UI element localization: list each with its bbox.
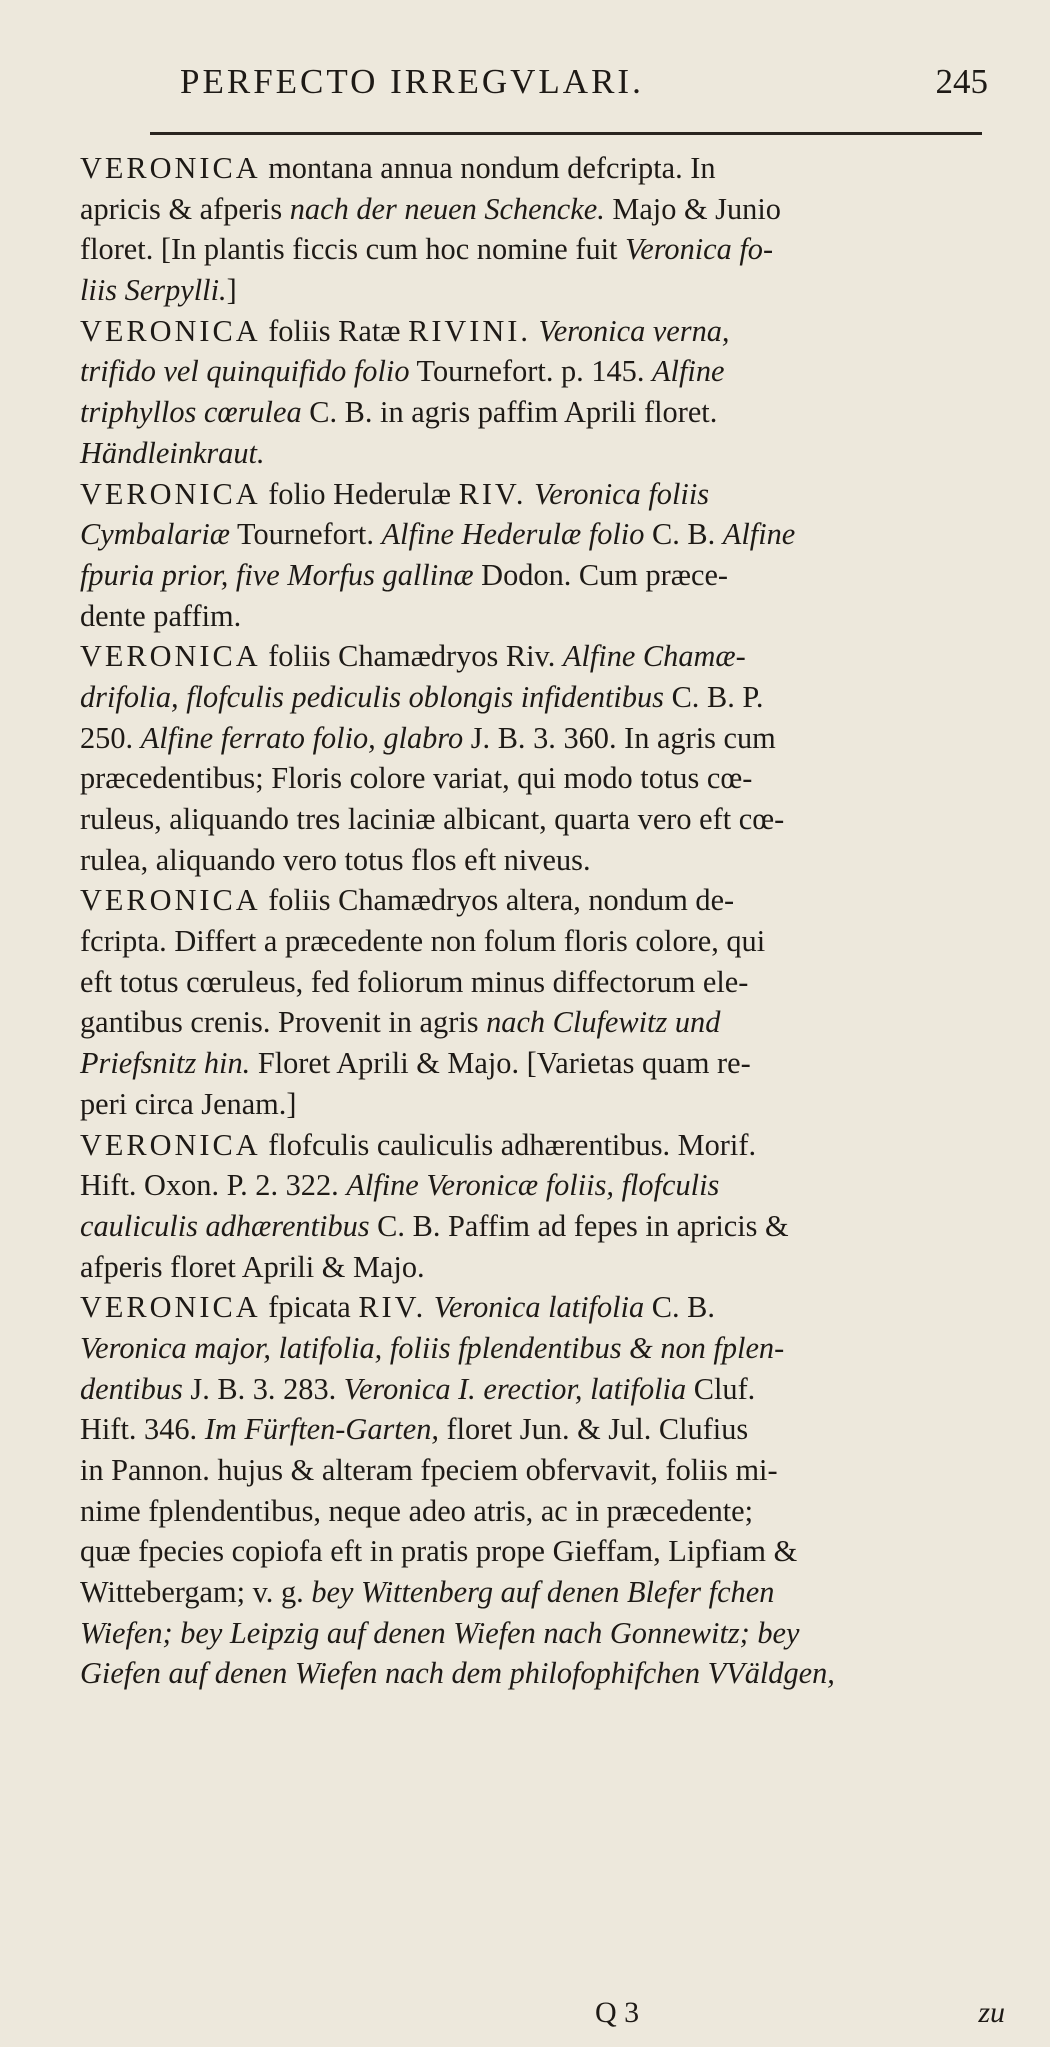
italic-run: fpuria prior, five Morfus gallinæ — [80, 557, 474, 592]
text-line — [80, 1287, 1010, 1328]
body-text — [80, 148, 1015, 1694]
text-line — [80, 189, 1010, 230]
text-line — [80, 718, 1010, 759]
italic-run: Alfine Veronicæ foliis, flofculis — [346, 1168, 720, 1203]
text-line — [80, 636, 1010, 677]
text-line — [80, 351, 1010, 392]
text-run: Cluf. — [686, 1371, 756, 1406]
text-line — [80, 270, 1010, 311]
catchword: zu — [978, 1996, 1005, 2029]
text-run: Hift. Oxon. P. 2. 322. — [80, 1168, 347, 1203]
italic-run: Giefen auf denen Wiefen nach dem philofophifchen VVäldgen, — [80, 1656, 835, 1691]
italic-run: Alfine — [652, 354, 725, 389]
text-line — [80, 148, 1010, 189]
text-run: eft totus cœruleus, fed foliorum minus diffectorum ele- — [80, 964, 749, 999]
text-line — [80, 677, 1010, 718]
text-run: peri circa Jenam.] — [80, 1086, 297, 1121]
entry-headword: RIVINI. — [408, 313, 531, 348]
italic-run: dentibus — [80, 1371, 183, 1406]
italic-run: Priefsnitz hin. — [80, 1046, 251, 1081]
italic-run: Alfine — [722, 517, 796, 552]
italic-run: Händleinkraut. — [80, 435, 265, 470]
text-line — [80, 1409, 1010, 1450]
text-run: C. B. — [644, 517, 723, 552]
italic-run: Veronica fo- — [625, 232, 774, 267]
text-line — [80, 229, 1010, 270]
text-line — [80, 596, 1010, 637]
text-line — [80, 1613, 1010, 1654]
text-run: foliis Ratæ — [260, 313, 409, 348]
text-line — [80, 1531, 1010, 1572]
header-rule — [150, 132, 982, 135]
italic-run: Veronica major, latifolia, foliis fplendentibus & non fplen- — [80, 1330, 785, 1365]
italic-run: drifolia, flofculis pediculis oblongis infidentibus — [80, 679, 664, 714]
signature-mark: Q 3 — [595, 1996, 640, 2029]
text-line — [80, 880, 1010, 921]
running-head: PERFECTO IRREGVLARI. — [180, 62, 644, 101]
italic-run: triphyllos cœrulea — [80, 395, 302, 430]
text-line — [80, 555, 1010, 596]
italic-run: Im Fürften-Garten, — [204, 1412, 439, 1447]
text-line — [80, 1572, 1010, 1613]
text-run: flofculis cauliculis adhærentibus. Morif. — [260, 1127, 757, 1162]
text-run: fpicata — [260, 1290, 359, 1325]
italic-run: Veronica I. erectior, latifolia — [343, 1371, 687, 1406]
text-line — [80, 758, 1010, 799]
text-run: Wittebergam; v. g. — [80, 1575, 312, 1610]
text-line — [80, 1653, 1010, 1694]
text-line — [80, 1206, 1010, 1247]
italic-run: Veronica verna, — [530, 313, 730, 348]
entry-headword: VERONICA — [80, 639, 261, 674]
text-run: Floret Aprili & Majo. [Varietas quam re- — [250, 1046, 751, 1081]
text-line — [80, 1369, 1010, 1410]
text-run: gantibus crenis. Provenit in agris — [80, 1005, 487, 1040]
text-run: ruleus, aliquando tres laciniæ albicant, quarta vero eft cœ- — [80, 802, 785, 836]
text-run: apricis & afperis — [80, 191, 290, 226]
italic-run: Alfine ferrato folio, glabro — [140, 720, 464, 755]
italic-run: Veronica foliis — [526, 476, 710, 511]
text-run: montana annua nondum defcripta. In — [260, 151, 716, 185]
text-run: Dodon. Cum præce- — [473, 557, 729, 592]
text-run: Tournefort. — [230, 517, 382, 552]
entry-headword: VERONICA — [80, 883, 261, 918]
text-run: afperis floret Aprili & Majo. — [80, 1249, 425, 1284]
entry-headword: RIV. — [358, 1290, 427, 1325]
page-number: 245 — [935, 62, 988, 101]
text-run: foliis Chamædryos Riv. — [260, 639, 563, 674]
text-run: J. B. 3. 283. — [182, 1371, 344, 1406]
italic-run: trifido vel quinquifido folio — [80, 354, 410, 389]
entry-headword: RIV. — [458, 476, 527, 511]
text-run: fcripta. Differt a præcedente non folum floris colore, qui — [80, 924, 766, 959]
text-run: in Pannon. hujus & alteram fpeciem obfervavit, foliis mi- — [80, 1453, 778, 1487]
italic-run: Alfine Chamæ- — [562, 639, 746, 674]
italic-run: Alfine Hederulæ folio — [381, 517, 645, 552]
text-line — [80, 474, 1010, 515]
entry-headword: VERONICA — [80, 1127, 261, 1162]
text-run: Tournefort. p. 145. — [409, 354, 653, 389]
entry-headword: VERONICA — [80, 476, 261, 511]
text-line — [80, 392, 1010, 433]
text-run: dente paffim. — [80, 598, 242, 633]
text-run: foliis Chamædryos altera, nondum de- — [260, 883, 735, 918]
text-line — [80, 1328, 1010, 1369]
text-run: 250. — [80, 720, 141, 755]
text-run: folio Hederulæ — [260, 476, 459, 511]
italic-run: nach der neuen Schencke. — [289, 191, 605, 226]
text-line — [80, 921, 1010, 962]
text-line — [80, 433, 1010, 474]
italic-run: bey Wittenberg auf denen Blefer fchen — [311, 1575, 775, 1610]
text-line — [80, 799, 1010, 840]
text-run: floret Jun. & Jul. Clufius — [438, 1412, 749, 1447]
italic-run: nach Clufewitz und — [486, 1005, 721, 1040]
italic-run: Wiefen; bey Leipzig auf denen Wiefen nach Gonnewitz; bey — [80, 1615, 800, 1650]
text-run: C. B. — [644, 1290, 715, 1325]
text-run: præcedentibus; Floris colore variat, qui modo totus cœ- — [80, 761, 753, 796]
text-line — [80, 1165, 1010, 1206]
text-line — [80, 1247, 1010, 1288]
text-line — [80, 311, 1010, 352]
italic-run: liis Serpylli. — [80, 273, 227, 308]
entry-headword: VERONICA — [80, 151, 261, 185]
text-run: C. B. P. — [663, 679, 764, 714]
text-run: Hift. 346. — [80, 1412, 205, 1447]
text-run: nime fplendentibus, neque adeo atris, ac in præcedente; — [80, 1493, 754, 1528]
text-line — [80, 1450, 1010, 1491]
italic-run: Cymbalariæ — [80, 517, 231, 552]
text-run: floret. [In plantis ficcis cum hoc nomine fuit — [80, 232, 626, 267]
italic-run: Veronica latifolia — [426, 1290, 645, 1325]
text-line — [80, 1043, 1010, 1084]
text-run: C. B. in agris paffim Aprili floret. — [301, 395, 718, 430]
text-line — [80, 1125, 1010, 1166]
entry-headword: VERONICA — [80, 1290, 261, 1325]
text-run: ] — [226, 273, 237, 308]
text-line — [80, 1084, 1010, 1125]
text-line — [80, 840, 1010, 881]
text-run: J. B. 3. 360. In agris cum — [463, 720, 776, 755]
italic-run: cauliculis adhærentibus — [80, 1208, 370, 1243]
page-header — [150, 62, 1010, 112]
text-run: Majo & Junio — [604, 191, 781, 226]
entry-headword: VERONICA — [80, 313, 261, 348]
text-line — [80, 514, 1010, 555]
text-line — [80, 962, 1010, 1003]
text-run: quæ fpecies copiofa eft in pratis prope Gieffam, Lipfiam & — [80, 1534, 798, 1569]
page-footer — [80, 1996, 1015, 2040]
text-run: C. B. Paffim ad fepes in apricis & — [369, 1208, 789, 1243]
text-line — [80, 1002, 1010, 1043]
text-line — [80, 1491, 1010, 1532]
text-run: rulea, aliquando vero totus flos eft niveus. — [80, 842, 591, 877]
